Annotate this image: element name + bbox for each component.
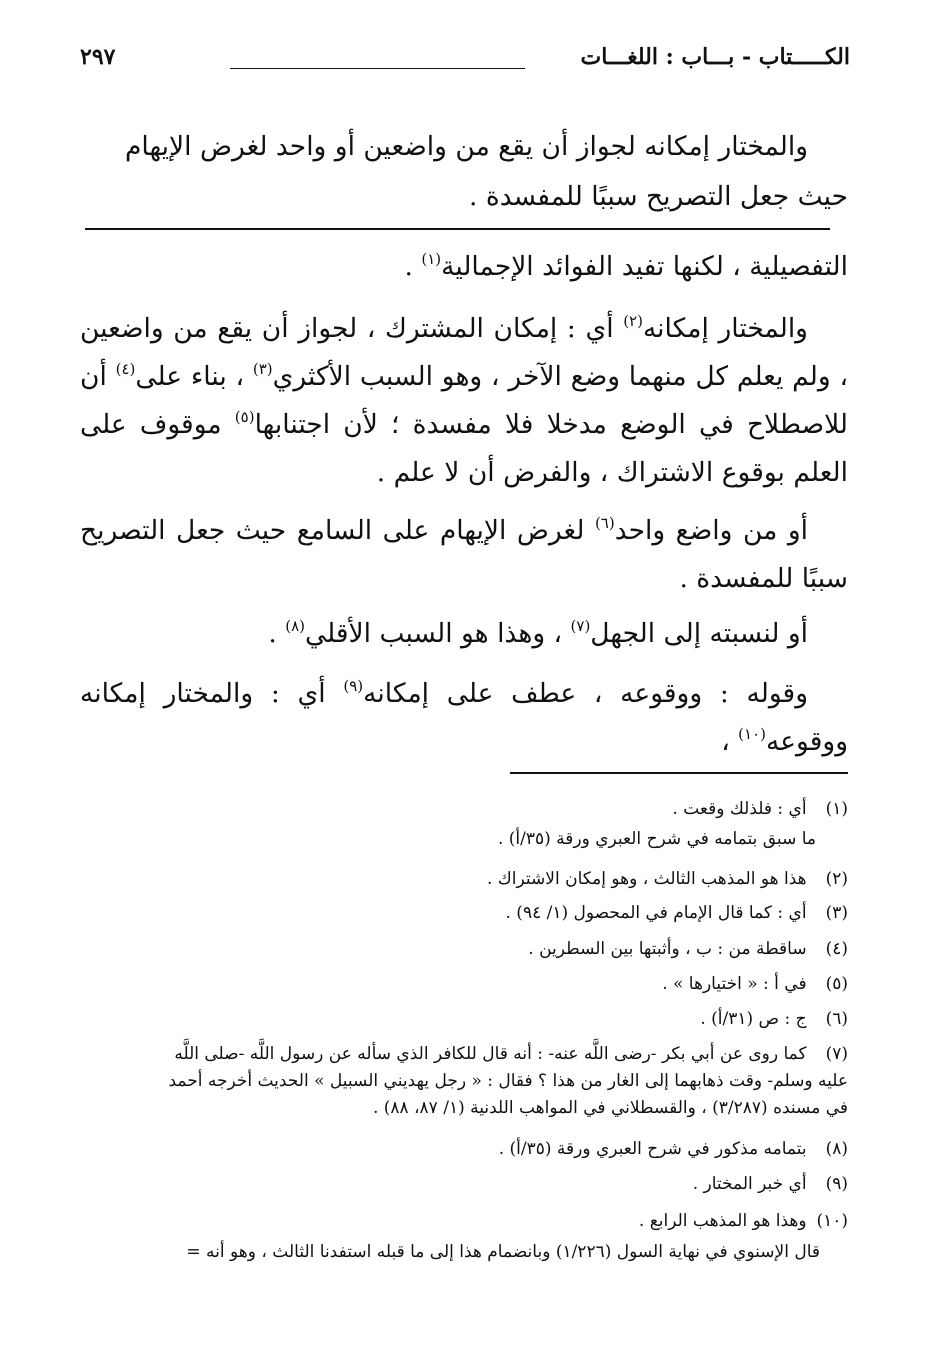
- footnote-number: (٦): [825, 1009, 848, 1029]
- footnote-text: ج : ص (٣١/أ) .: [700, 1009, 807, 1029]
- footnote-1: [80, 795, 848, 823]
- footnote-ref-4[interactable]: (٤): [115, 360, 136, 378]
- footnote-text: في أ : « اختيارها » .: [662, 974, 807, 994]
- footnote-number: (١٠): [816, 1211, 848, 1231]
- sharh-p1-text: التفصيلية ، لكنها تفيد الفوائد الإجمالية: [441, 251, 848, 282]
- footnote-number: (٩): [825, 1174, 848, 1194]
- footnote-ref-7[interactable]: (٧): [570, 617, 591, 635]
- footnote-number: (٨): [825, 1139, 848, 1159]
- sharh-p4-b: ، وهذا هو السبب الأقلي: [305, 618, 571, 649]
- footnote-2: [80, 865, 848, 893]
- footnote-text: في مسنده (٣/٢٨٧) ، والقسطلاني في المواهب اللدنية (١/ ٨٧، ٨٨) .: [372, 1098, 848, 1118]
- footnote-ref-6[interactable]: (٦): [594, 514, 615, 532]
- footnote-9: [80, 1170, 848, 1198]
- footnote-7-cont-2: [80, 1094, 848, 1122]
- sharh-paragraph-5: [80, 670, 848, 766]
- footnote-text: وهذا هو المذهب الرابع .: [638, 1211, 807, 1231]
- sharh-paragraph-2: [80, 305, 848, 497]
- sharh-paragraph-1: [80, 243, 848, 291]
- footnote-10-cont: [80, 1238, 820, 1266]
- footnote-ref-9[interactable]: (٩): [343, 677, 364, 695]
- footnote-ref-1[interactable]: (١): [421, 250, 442, 268]
- sharh-p1-end: .: [404, 251, 422, 282]
- footnote-divider: [510, 772, 848, 774]
- footnote-text: ساقطة من : ب ، وأثبتها بين السطرين .: [528, 939, 807, 959]
- footnote-number: (٤): [825, 939, 848, 959]
- sharh-p2-e: موقوف على العلم بوقوع الاشتراك ، والفرض أن لا علم .: [80, 409, 848, 488]
- footnote-text: عليه وسلم- وقت ذهابهما إلى الغار من هذا ؟ فقال : « رجل يهديني السبيل » الحديث أخرجه أحمد: [168, 1071, 848, 1091]
- footnote-5: [80, 970, 848, 998]
- sharh-p3-b: لغرض الإيهام على السامع حيث جعل التصريح سببًا للمفسدة .: [80, 515, 848, 594]
- matn-divider: [85, 228, 830, 230]
- sharh-p2-a: والمختار إمكانه: [642, 313, 808, 344]
- footnote-text: أي : كما قال الإمام في المحصول (١/ ٩٤) .: [505, 903, 807, 923]
- footnote-text: ما سبق بتمامه في شرح العبري ورقة (٣٥/أ) .: [497, 829, 816, 849]
- footnote-7-cont-1: [80, 1067, 848, 1095]
- footnote-ref-2[interactable]: (٢): [623, 312, 643, 330]
- footnote-text: هذا هو المذهب الثالث ، وهو إمكان الاشتراك .: [486, 869, 807, 889]
- footnote-text: كما روى عن أبي بكر -رضى اللَّه عنه- : أنه قال للكافر الذي سأله عن رسول اللَّه -صلى اللَّه: [174, 1044, 807, 1064]
- sharh-paragraph-3: [80, 507, 848, 603]
- header-rule: [230, 68, 525, 69]
- page-number: ٢٩٧: [80, 44, 116, 70]
- footnote-number: (٣): [825, 903, 848, 923]
- footnote-text: أي : فلذلك وقعت .: [672, 799, 807, 819]
- footnote-ref-8[interactable]: (٨): [285, 617, 306, 635]
- footnote-ref-10[interactable]: (١٠): [738, 725, 767, 743]
- footnote-number: (٥): [825, 974, 848, 994]
- matn-line-2: حيث جعل التصريح سببًا للمفسدة .: [469, 181, 848, 212]
- footnote-4: [80, 935, 848, 963]
- footnote-number: (٢): [825, 869, 848, 889]
- sharh-p2-d: أن للاصطلاح في الوضع مدخلا فلا مفسدة ؛ لأن اجتنابها: [80, 361, 848, 440]
- running-header: [80, 38, 850, 88]
- footnote-text: قال الإسنوي في نهاية السول (١/٢٢٦) وبانضمام هذا إلى ما قبله استفدنا الثالث ، وهو أنه =: [186, 1242, 820, 1262]
- footnote-ref-5[interactable]: (٥): [234, 408, 255, 426]
- sharh-p2-c: ، بناء على: [135, 361, 253, 392]
- matn-line-1: والمختار إمكانه لجواز أن يقع من واضعين أو واحد لغرض الإيهام: [124, 131, 808, 162]
- sharh-p5-a: وقوله : ووقوعه ، عطف على إمكانه: [363, 678, 808, 709]
- sharh-p5-b: أي : والمختار إمكانه ووقوعه: [80, 678, 848, 757]
- matn-text-line2: [80, 172, 848, 222]
- footnote-10: [80, 1207, 848, 1235]
- sharh-paragraph-4: [80, 610, 848, 658]
- footnote-text: أي خبر المختار .: [692, 1174, 807, 1194]
- footnote-number: (٧): [825, 1044, 848, 1064]
- sharh-p4-a: أو لنسبته إلى الجهل: [590, 618, 808, 649]
- footnote-3: [80, 899, 848, 927]
- footnote-7: [80, 1040, 848, 1068]
- footnote-6: [80, 1005, 848, 1033]
- matn-text: [80, 122, 848, 172]
- sharh-p3-a: أو من واضع واحد: [614, 515, 808, 546]
- footnote-text: بتمامه مذكور في شرح العبري ورقة (٣٥/أ) .: [498, 1139, 807, 1159]
- sharh-p2-b: أي : إمكان المشترك ، لجواز أن يقع من واضعين ، ولم يعلم كل منهما وضع الآخر ، وهو السبب الأكثري: [80, 313, 849, 392]
- footnote-1-cont: [80, 825, 816, 853]
- footnote-8: [80, 1135, 848, 1163]
- header-title: الكـــــتاب - بـــاب : اللغـــات: [580, 44, 850, 70]
- sharh-p4-c: .: [268, 618, 286, 649]
- sharh-p5-c: ،: [721, 726, 739, 757]
- footnote-number: (١): [825, 799, 848, 819]
- footnote-ref-3[interactable]: (٣): [252, 360, 273, 378]
